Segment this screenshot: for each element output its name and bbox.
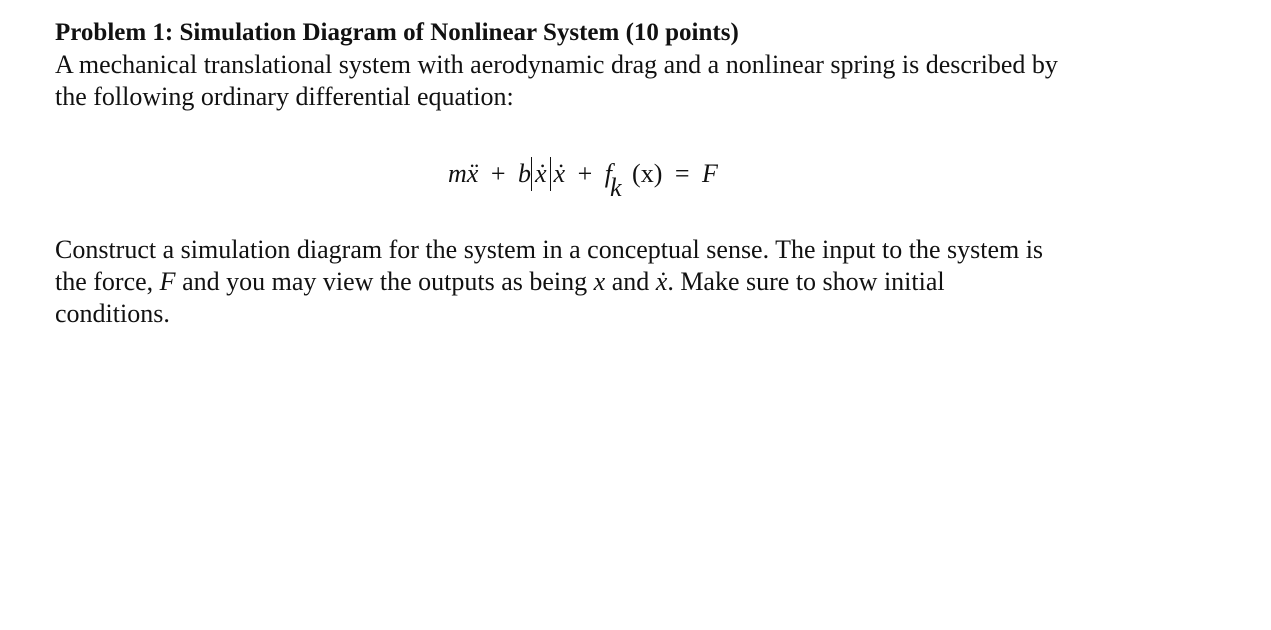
- eq-abs-velocity: ẋ: [531, 157, 551, 191]
- eq-drag-coefficient: b: [518, 159, 531, 188]
- eq-velocity: ẋ: [553, 159, 566, 188]
- task-var-force: F: [159, 267, 176, 296]
- task-paragraph: [55, 234, 1043, 330]
- eq-mass: m: [448, 159, 467, 188]
- task-line-2: [55, 266, 1043, 298]
- eq-plus-1: +: [490, 159, 506, 188]
- eq-spring-argument: (x): [632, 159, 663, 188]
- eq-acceleration: ẍ: [466, 159, 479, 188]
- eq-force: F: [702, 159, 718, 188]
- task-text-a: the force,: [55, 267, 160, 296]
- task-var-x: x: [593, 267, 606, 296]
- eq-spring-function: f: [604, 159, 612, 188]
- task-text-d: . Make sure to show initial: [667, 267, 945, 296]
- task-line-3: conditions.: [55, 299, 170, 328]
- intro-line-1: A mechanical translational system with aerodynamic drag and a nonlinear spring is described by: [55, 50, 1058, 79]
- task-text-b: and you may view the outputs as being: [175, 267, 594, 296]
- eq-equals: =: [674, 159, 690, 188]
- eq-plus-2: +: [577, 159, 593, 188]
- intro-line-2: the following ordinary differential equation:: [55, 82, 514, 111]
- differential-equation: [448, 154, 718, 202]
- eq-spring-subscript: k: [610, 173, 622, 202]
- problem-document: [55, 17, 1205, 328]
- task-var-xdot: ẋ: [655, 267, 668, 296]
- problem-title: Problem 1: Simulation Diagram of Nonlinear System (10 points): [55, 19, 739, 46]
- task-line-1: Construct a simulation diagram for the system in a conceptual sense. The input to the system is: [55, 235, 1044, 264]
- task-text-c: and: [605, 267, 656, 296]
